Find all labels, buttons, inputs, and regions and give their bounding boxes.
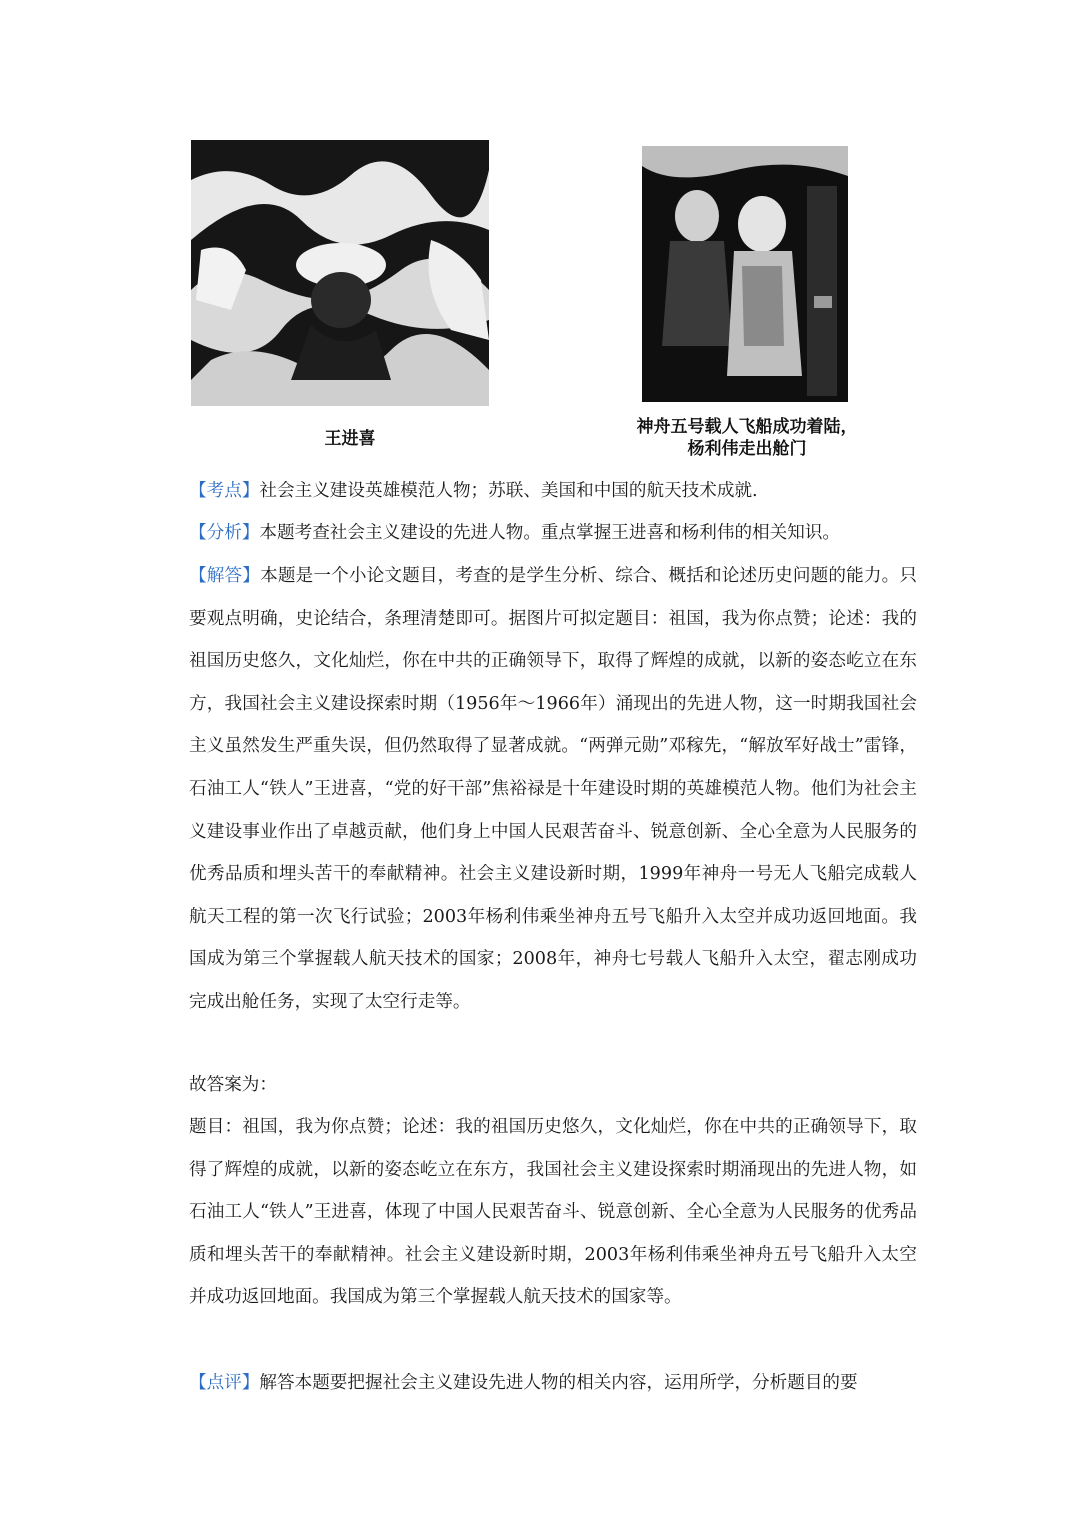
section-jieda-open: 【 — [189, 566, 207, 586]
section-kaodian-text: 社会主义建设英雄模范人物；苏联、美国和中国的航天技术成就. — [259, 481, 758, 501]
section-fenxi-close: 】 — [241, 523, 260, 543]
section-fenxi-tag: 分析 — [206, 523, 242, 543]
section-fenxi — [189, 512, 917, 555]
section-kaodian-close: 】 — [241, 481, 260, 501]
answer-body: 题目：祖国，我为你点赞；论述：我的祖国历史悠久，文化灿烂，你在中共的正确领导下，取得了辉煌的成就，以新的姿态屹立在东方，我国社会主义建设探索时期涌现出的先进人物，如石油工人“铁人”王进喜，体现了中国人民艰苦奋斗、锐意创新、全心全意为人民服务的优秀品质和埋头苦干的奉献精神。社会主义建设新时期，2003年杨利伟乘坐神舟五号飞船升入太空并成功返回地面。我国成为第三个掌握载人航天技术的国家等。 — [189, 1117, 917, 1308]
section-jieda-close: 】 — [242, 566, 261, 586]
section-fenxi-text: 本题考查社会主义建设的先进人物。重点掌握王进喜和杨利伟的相关知识。 — [259, 523, 841, 543]
section-dianping-open: 【 — [189, 1373, 207, 1393]
photo-yang-liwei-caption: 神舟五号载人飞船成功着陆， 杨利伟走出舱门 — [636, 417, 858, 459]
section-dianping-tag: 点评 — [206, 1373, 242, 1393]
section-kaodian — [189, 470, 917, 513]
photo-wang-jinxi — [191, 140, 489, 406]
photo-yang-liwei — [642, 146, 848, 402]
section-jieda-tag: 解答 — [206, 566, 243, 586]
section-jieda-text: 本题是一个小论文题目，考查的是学生分析、综合、概括和论述历史问题的能力。只要观点明确，史论结合，条理清楚即可。据图片可拟定题目：祖国，我为你点赞；论述：我的祖国历史悠久，文化灿烂，你在中共的正确领导下，取得了辉煌的成就，以新的姿态屹立在东方，我国社会主义建设探索时期（1956年～1966年）涌现出的先进人物，这一时期我国社会主义虽然发生严重失误，但仍然取得了显著成就。“两弹元勋”邓稼先，“解放军好战士”雷锋，石油工人“铁人”王进喜，“党的好干部”焦裕禄是十年建设时期的英雄模范人物。他们为社会主义建设事业作出了卓越贡献，他们身上中国人民艰苦奋斗、锐意创新、全心全意为人民服务的优秀品质和埋头苦干的奉献精神。社会主义建设新时期，1999年神舟一号无人飞船完成载人航天工程的第一次飞行试验；2003年杨利伟乘坐神舟五号飞船升入太空并成功返回地面。我国成为第三个掌握载人航天技术的国家；2008年，神舟七号载人飞船升入太空，翟志刚成功完成出舱任务，实现了太空行走等。 — [189, 566, 917, 1012]
photo-wang-jinxi-caption: 王进喜 — [324, 429, 376, 449]
answer-intro: 故答案为： — [189, 1075, 277, 1095]
section-fenxi-open: 【 — [189, 523, 207, 543]
section-kaodian-tag: 考点 — [206, 481, 242, 501]
section-dianping-close: 】 — [241, 1373, 260, 1393]
section-dianping-text: 解答本题要把握社会主义建设先进人物的相关内容，运用所学，分析题目的要 — [259, 1373, 858, 1393]
section-jieda — [189, 555, 917, 1024]
section-kaodian-open: 【 — [189, 481, 207, 501]
section-dianping — [189, 1362, 917, 1405]
